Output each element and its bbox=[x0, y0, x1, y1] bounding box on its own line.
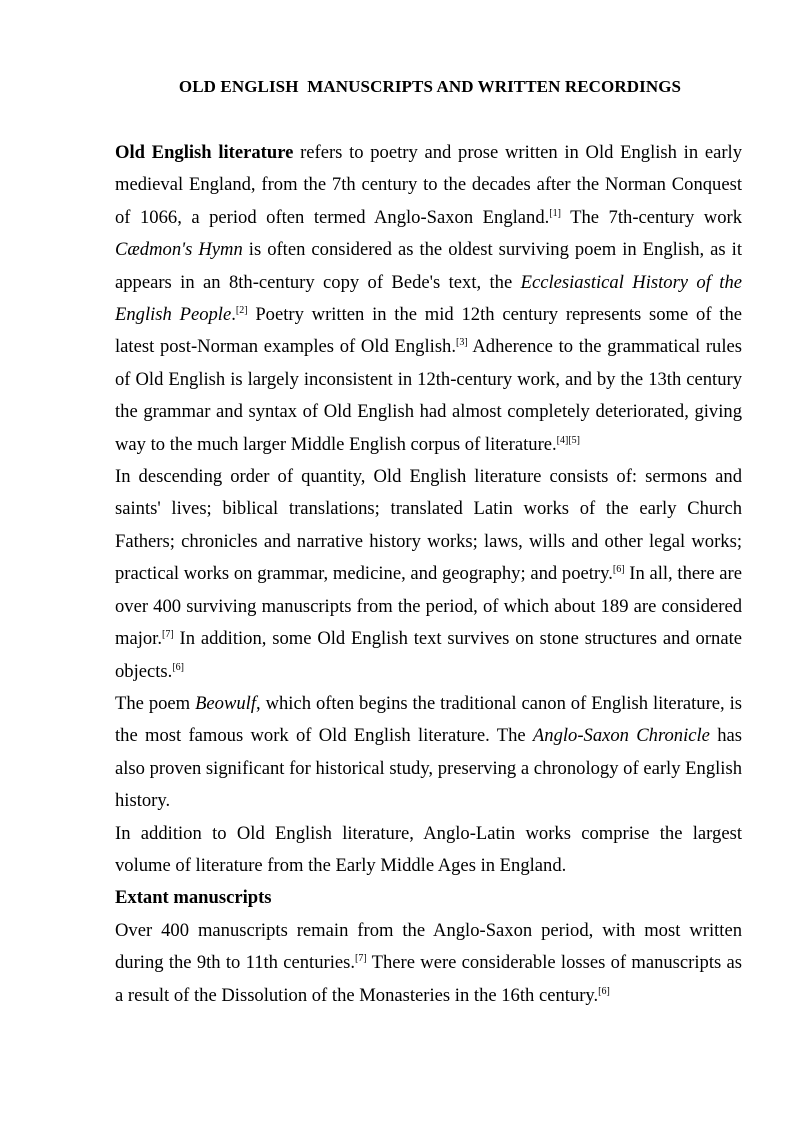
paragraph-beowulf bbox=[115, 688, 742, 818]
citation-ref[interactable]: [6] bbox=[598, 985, 610, 997]
document-body bbox=[115, 137, 742, 1012]
paragraph-manuscripts bbox=[115, 915, 742, 1012]
text-run: . bbox=[231, 304, 236, 326]
citation-ref[interactable]: [2] bbox=[235, 305, 248, 317]
text-run: has also proven significant for historical study, preserving a chronology of early English history. bbox=[115, 725, 743, 812]
citation-ref[interactable]: [7] bbox=[162, 629, 174, 641]
text-run: There were considerable losses of manuscripts as a result of the Dissolution of the Monasteries in the 16th century. bbox=[115, 952, 742, 1006]
italic-work-title: Ecclesiastical History of the English People bbox=[115, 271, 742, 326]
citation-ref[interactable]: [6] bbox=[612, 564, 625, 576]
bold-term: Old English literature bbox=[115, 142, 294, 163]
paragraph-quantity bbox=[115, 461, 742, 688]
text-run: Adherence to the grammatical rules of Old English is largely inconsistent in 12th-century work, and by the 13th century the grammar and syntax of Old English had almost completely deteriorated, giving way to the much larger Middle English corpus of literature. bbox=[115, 336, 742, 455]
text-run: The poem bbox=[115, 692, 196, 714]
citation-ref[interactable]: [7] bbox=[355, 953, 367, 965]
text-run: In all, there are over 400 surviving manuscripts from the period, of which about 189 are considered major. bbox=[115, 563, 742, 650]
citation-ref[interactable]: [4][5] bbox=[556, 434, 580, 446]
citation-ref[interactable]: [1] bbox=[549, 207, 561, 219]
text-run: is often considered as the oldest surviving poem in English, as it appears in an 8th-century copy of Bede's text, the bbox=[115, 239, 742, 293]
text-run: refers to poetry and prose written in Old English in early medieval England, from the 7th century to the decades after the Norman Conquest of 1066, a period often termed Anglo-Saxon England. bbox=[115, 142, 742, 228]
text-run: In addition, some Old English text survives on stone structures and ornate objects. bbox=[115, 628, 742, 682]
italic-work-title: Cædmon's Hymn bbox=[115, 239, 243, 261]
text-run: Over 400 manuscripts remain from the Anglo-Saxon period, with most written during the 9th to 11th centuries. bbox=[115, 919, 742, 974]
citation-ref[interactable]: [6] bbox=[172, 661, 184, 673]
text-run: In addition to Old English literature, Anglo-Latin works comprise the largest volume of literature from the Early Middle Ages in England. bbox=[115, 822, 742, 876]
text-run: In descending order of quantity, Old English literature consists of: sermons and saints' lives; biblical translations; translated Latin works of the early Church Fathers; chronicles and narrative history works; laws, wills and other legal works; practical works on grammar, medicine, and geography; and poetry. bbox=[115, 466, 742, 585]
section-heading: Extant manuscripts bbox=[115, 887, 272, 909]
text-run: Poetry written in the mid 12th century represents some of the latest post-Norman examples of Old English. bbox=[115, 304, 742, 358]
italic-work-title: Anglo-Saxon Chronicle bbox=[532, 725, 710, 747]
paragraph-anglo-latin bbox=[115, 818, 742, 883]
text-run: The 7th-century work bbox=[560, 206, 742, 228]
document-title: OLD ENGLISH MANUSCRIPTS AND WRITTEN RECORDINGS bbox=[178, 77, 682, 96]
text-run: , which often begins the traditional canon of English literature, is the most famous work of Old English literature. The bbox=[115, 692, 743, 747]
paragraph-intro bbox=[115, 137, 742, 461]
citation-ref[interactable]: [3] bbox=[456, 337, 468, 349]
italic-work-title: Beowulf bbox=[195, 692, 257, 714]
